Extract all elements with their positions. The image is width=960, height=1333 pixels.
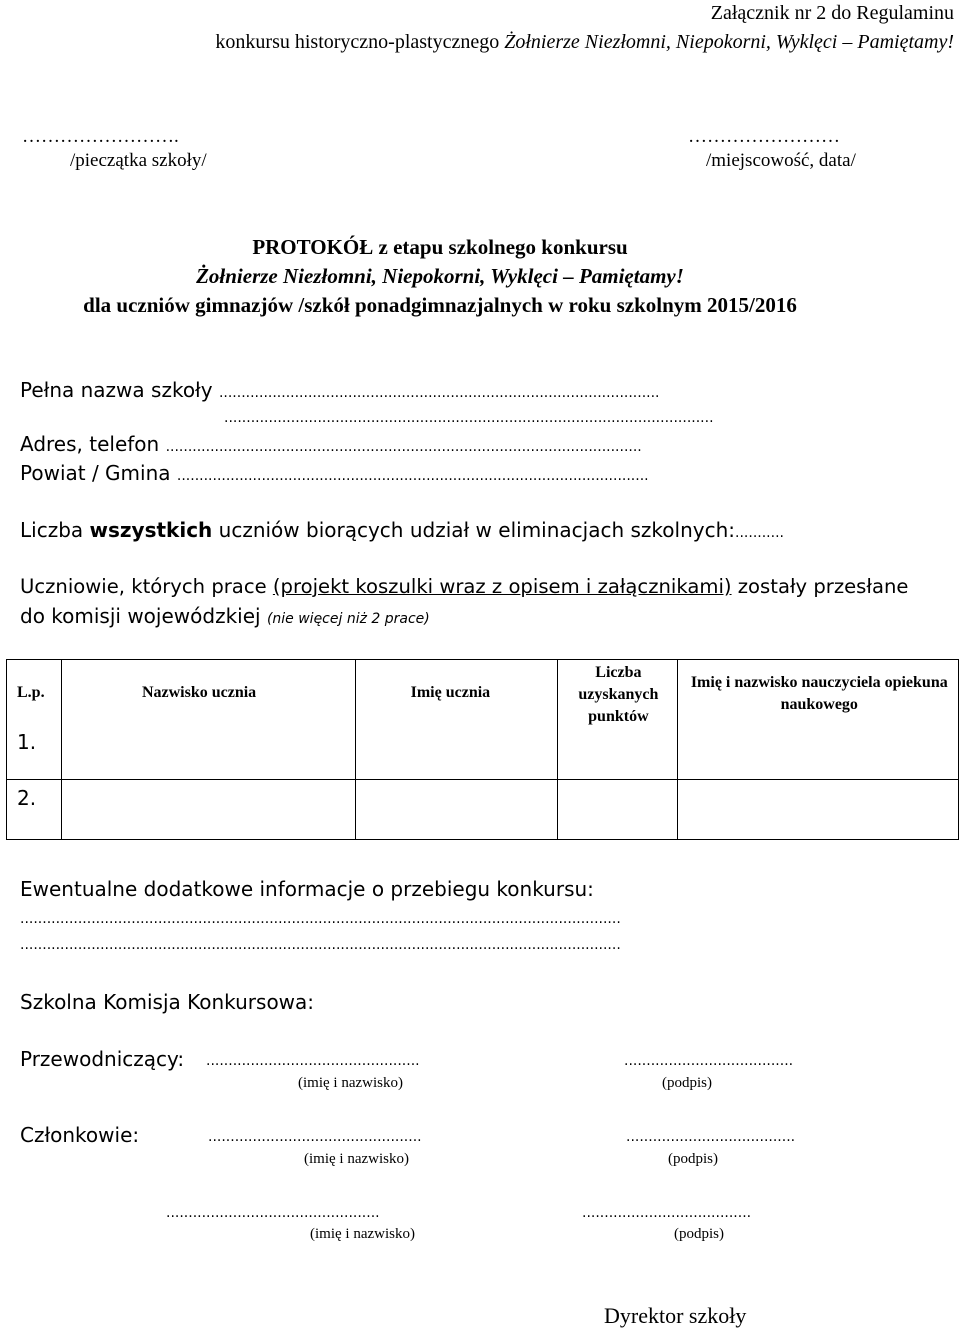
member1-sign-dots: ......................................: [626, 1129, 796, 1145]
chair-label: Przewodniczący:: [20, 1047, 185, 1071]
chair-sign-dots: ......................................: [624, 1053, 794, 1069]
school-name-dots-line2: ..............................................................................................................: [224, 410, 714, 426]
document-scope: dla uczniów gimnazjów /szkół ponadgimnazjalnych w roku szkolnym 2015/2016: [83, 293, 797, 317]
participants-count-prefix: Liczba: [20, 518, 90, 542]
address-field: [20, 432, 642, 456]
extra-info-dots-2: .......................................................................................................................................: [20, 937, 621, 953]
annex-line-2-prefix: konkursu historyczno-plastycznego: [215, 31, 505, 53]
extra-info-dots-1: .......................................................................................................................................: [20, 911, 621, 927]
participants-count-bold: wszystkich: [89, 518, 213, 542]
header-points: Liczba uzyskanych punktów: [578, 664, 659, 725]
students-sentence-line2: [20, 604, 430, 628]
participants-count-field: [20, 518, 784, 542]
surname-cell-2: [61, 780, 355, 840]
address-dots: ...........................................................................................................: [165, 439, 642, 455]
school-name-field: [20, 378, 660, 402]
place-dots: ……………………: [688, 126, 840, 147]
row-number-1: 1.: [17, 730, 37, 754]
address-label: Adres, telefon: [20, 432, 160, 456]
commission-title: Szkolna Komisja Konkursowa:: [20, 990, 315, 1014]
points-cell-2: [558, 780, 678, 840]
surname-cell: [61, 660, 355, 780]
chair-sign-caption: (podpis): [662, 1075, 712, 1091]
header-name: Imię ucznia: [410, 684, 491, 701]
document-title: PROTOKÓŁ z etapu szkolnego konkursu: [252, 235, 628, 259]
table-row: [7, 660, 959, 780]
document-subtitle: Żołnierze Niezłomni, Niepokorni, Wyklęci – Pamiętamy!: [196, 264, 684, 288]
county-dots: ..........................................................................................................: [176, 468, 649, 484]
students-note: (nie więcej niż 2 prace): [266, 611, 430, 627]
teacher-cell: [678, 660, 959, 780]
row-number-2: 2.: [17, 786, 37, 810]
director-label: Dyrektor szkoły: [604, 1303, 747, 1328]
competition-title-italic: Żołnierze Niezłomni, Niepokorni, Wyklęci – Pamiętamy!: [504, 31, 954, 53]
participants-count-suffix: uczniów biorących udział w eliminacjach szkolnych:: [212, 518, 736, 542]
county-label: Powiat / Gmina: [20, 461, 171, 485]
member1-name-caption: (imię i nazwisko): [304, 1151, 409, 1167]
name-cell-2: [355, 780, 558, 840]
lp-cell: [7, 660, 62, 780]
students-prefix: Uczniowie, których prace: [20, 575, 273, 598]
member1-name-dots: ................................................: [208, 1129, 422, 1145]
students-line2: do komisji wojewódzkiej: [20, 604, 261, 628]
students-underlined: (projekt koszulki wraz z opisem i załącznikami): [272, 575, 732, 598]
place-label: /miejscowość, data/: [706, 150, 856, 171]
lp-cell-2: [7, 780, 62, 840]
members-label: Członkowie:: [20, 1123, 140, 1147]
name-cell: [355, 660, 558, 780]
school-name-label: Pełna nazwa szkoły: [20, 378, 213, 402]
county-field: [20, 461, 649, 485]
students-table: [6, 659, 959, 840]
extra-info-label: Ewentualne dodatkowe informacje o przebiegu konkursu:: [20, 877, 594, 901]
table-row: [7, 780, 959, 840]
students-sentence-line1: [20, 575, 908, 598]
points-cell: [558, 660, 678, 780]
member2-name-caption: (imię i nazwisko): [310, 1226, 415, 1242]
member2-name-dots: ................................................: [166, 1205, 380, 1221]
annex-line-2: [215, 31, 954, 54]
annex-line-1: Załącznik nr 2 do Regulaminu: [710, 2, 954, 24]
chair-name-dots: ................................................: [206, 1053, 420, 1069]
participants-count-dots: ...........: [735, 525, 784, 541]
member2-sign-dots: ......................................: [582, 1205, 752, 1221]
member1-sign-caption: (podpis): [668, 1151, 718, 1167]
stamp-dots: …………………….: [22, 126, 179, 147]
school-name-dots: ...................................................................................................: [218, 385, 660, 401]
stamp-label: /pieczątka szkoły/: [70, 150, 207, 171]
header-teacher: Imię i nazwisko nauczyciela opiekuna naukowego: [690, 674, 948, 713]
header-surname: Nazwisko ucznia: [141, 684, 257, 701]
chair-name-caption: (imię i nazwisko): [298, 1075, 403, 1091]
member2-sign-caption: (podpis): [674, 1226, 724, 1242]
teacher-cell-2: [678, 780, 959, 840]
students-suffix: zostały przesłane: [731, 575, 909, 598]
header-lp: L.p.: [17, 684, 45, 701]
